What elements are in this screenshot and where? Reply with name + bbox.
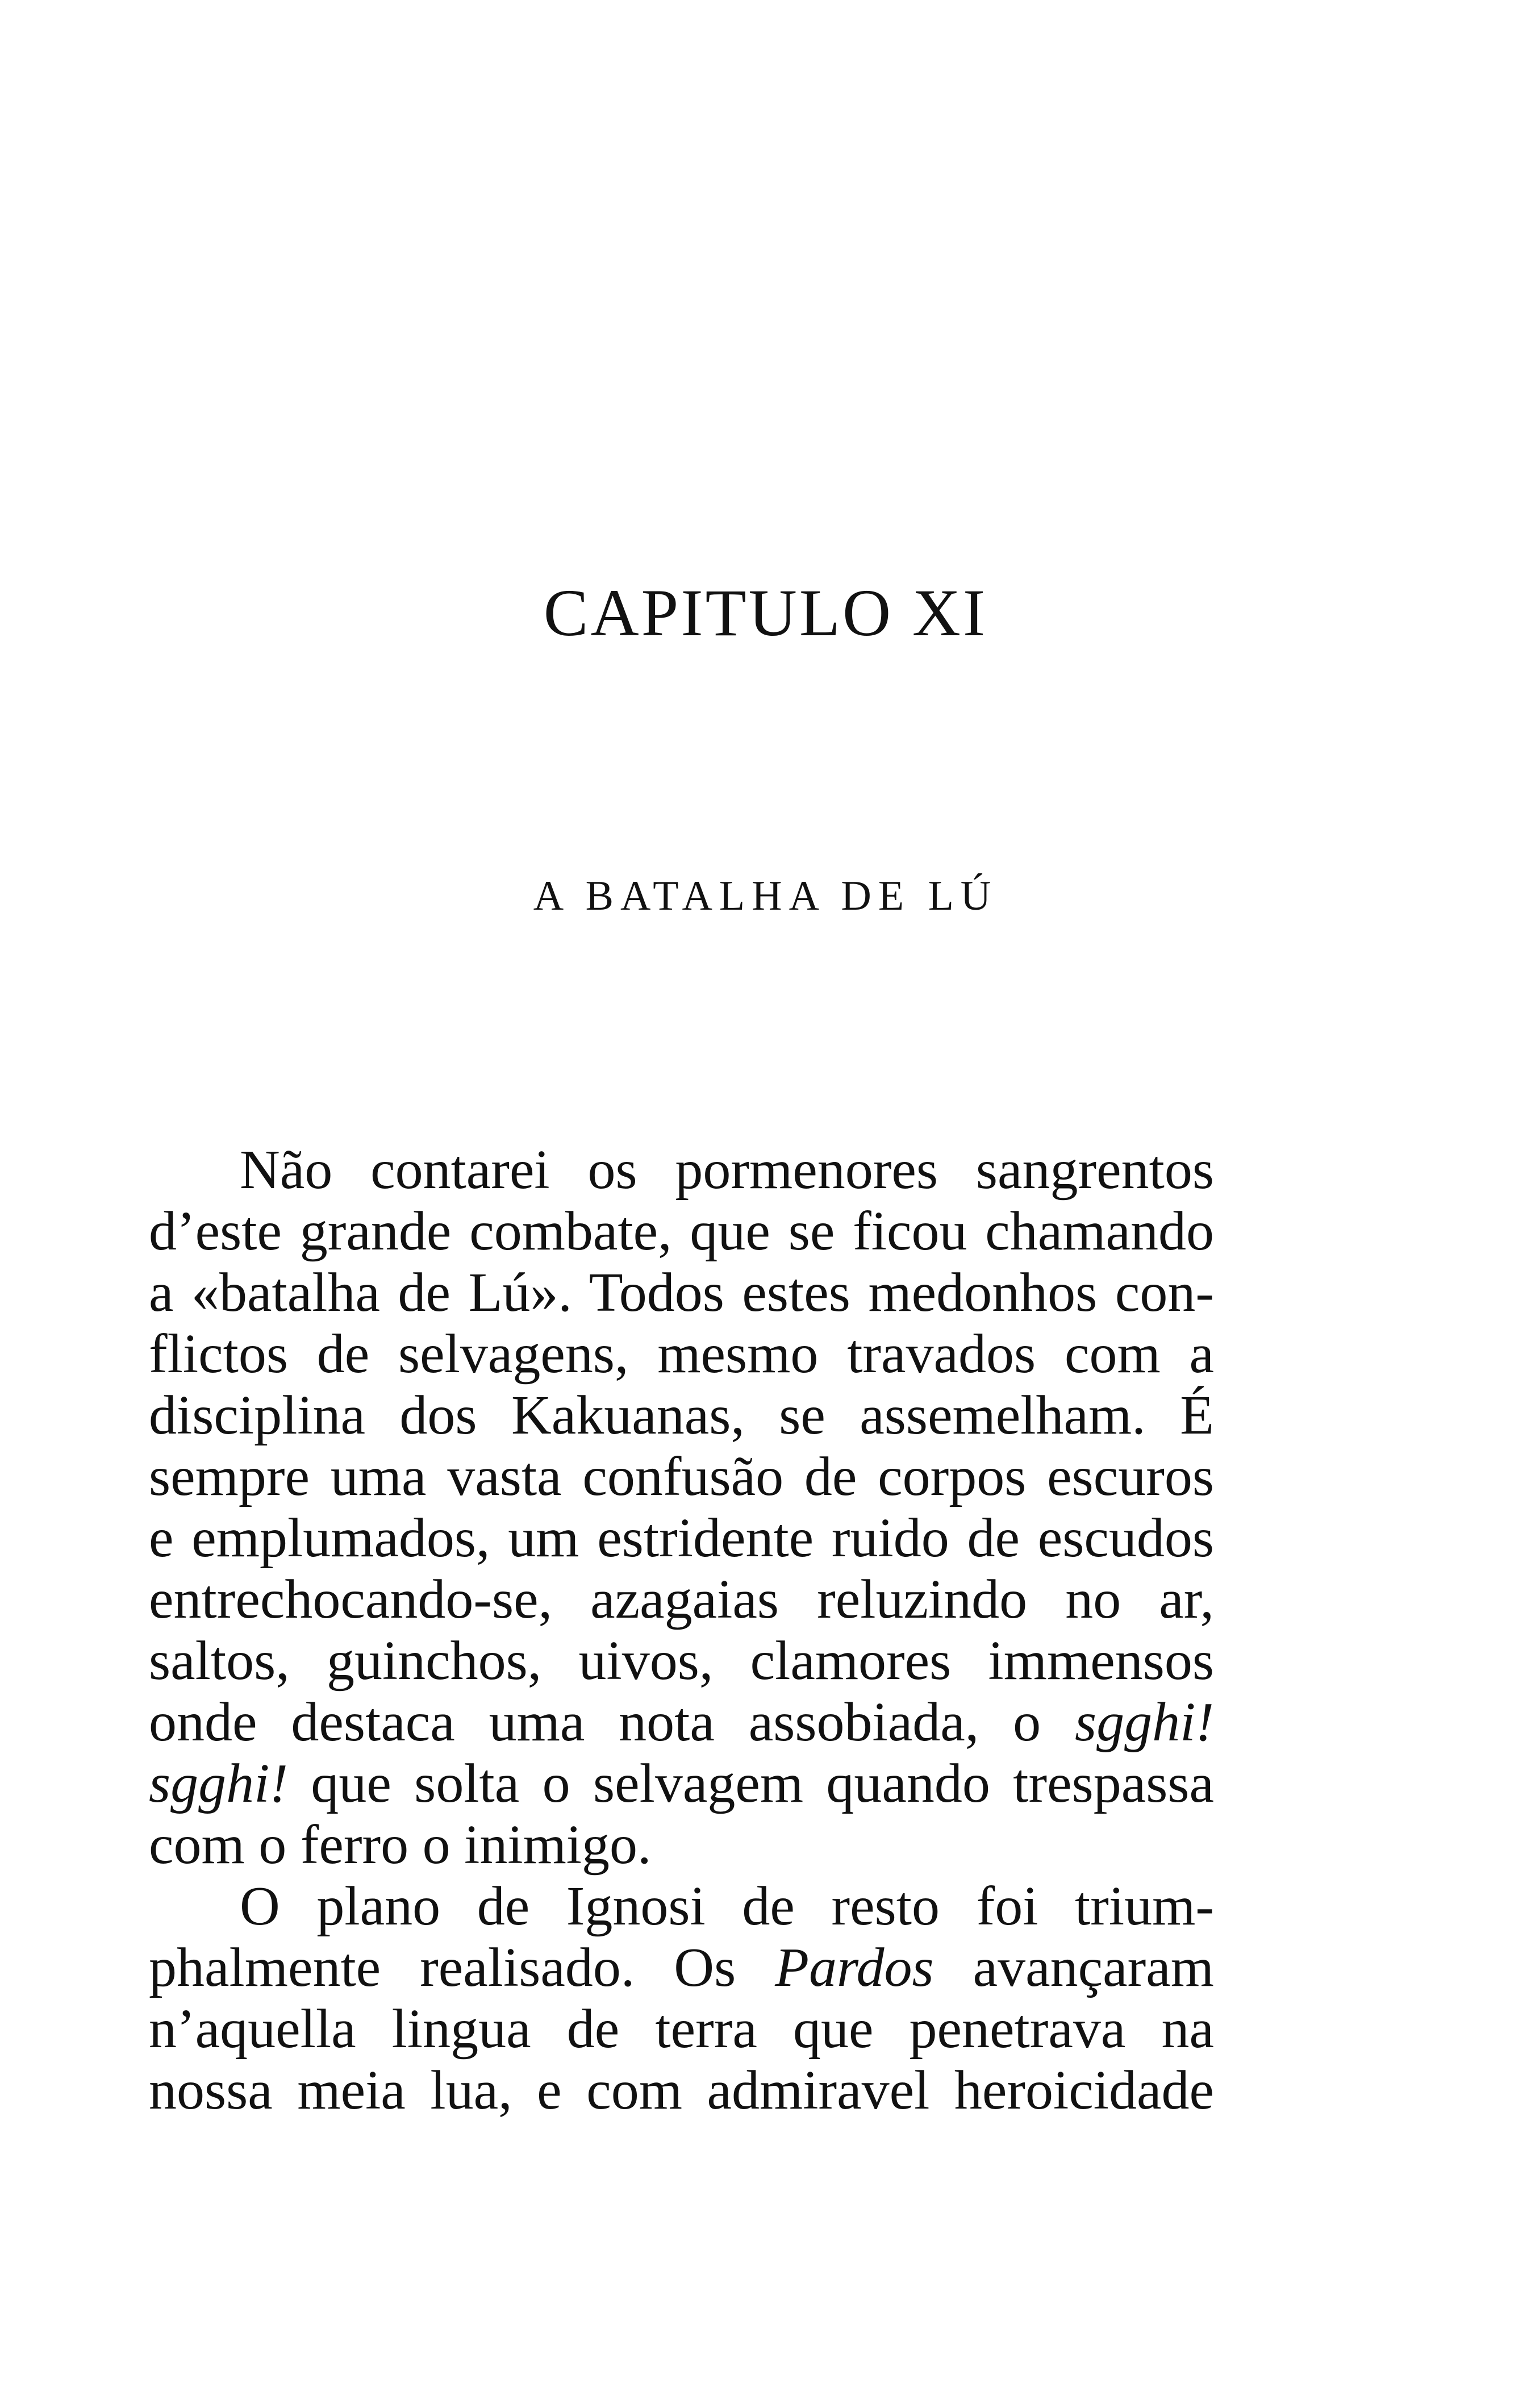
paragraph-1-line-11	[149, 1753, 1214, 1814]
paragraph-1-line-3: a «batalha de Lú». Todos estes medonhos con-	[149, 1262, 1214, 1323]
paragraph-1-line-10	[149, 1692, 1214, 1753]
paragraph-1-line-1: Não contarei os pormenores sangrentos	[240, 1139, 1214, 1201]
paragraph-1-line-8: entrechocando-se, azagaias reluzindo no ar,	[149, 1569, 1214, 1630]
paragraph-2-line-3: n’aquella lingua de terra que penetrava na	[149, 1998, 1214, 2060]
paragraph-1-line-5: disciplina dos Kakuanas, se assemelham. É	[149, 1385, 1214, 1446]
italic-word: sgghi!	[1075, 1692, 1214, 1753]
italic-word: sgghi!	[149, 1753, 288, 1814]
line-text: que solta o selvagem quando trespassa	[288, 1753, 1214, 1814]
paragraph-1-line-4: flictos de selvagens, mesmo travados com a	[149, 1323, 1214, 1385]
paragraph-2-line-1: O plano de Ignosi de resto foi trium-	[240, 1876, 1214, 1937]
paragraph-1-line-7: e emplumados, um estridente ruido de escudos	[149, 1507, 1214, 1569]
chapter-subtitle: A BATALHA DE LÚ	[533, 873, 998, 919]
paragraph-1-line-12: com o ferro o inimigo.	[149, 1814, 652, 1876]
chapter-title: CAPITULO XI	[543, 576, 988, 650]
line-text: phalmente realisado. Os	[149, 1937, 775, 1998]
italic-word: Pardos	[775, 1937, 934, 1998]
paragraph-1-line-9: saltos, guinchos, uivos, clamores immensos	[149, 1630, 1214, 1692]
paragraph-1-line-2: d’este grande combate, que se ficou chamando	[149, 1201, 1214, 1262]
paragraph-1-line-6: sempre uma vasta confusão de corpos escuros	[149, 1446, 1214, 1507]
line-text: avançaram	[933, 1937, 1214, 1998]
line-text: onde destaca uma nota assobiada, o	[149, 1692, 1075, 1753]
chapter-body	[149, 1139, 1214, 2121]
paragraph-2-line-2	[149, 1937, 1214, 1998]
paragraph-2-line-4: nossa meia lua, e com admiravel heroicidade	[149, 2060, 1214, 2121]
